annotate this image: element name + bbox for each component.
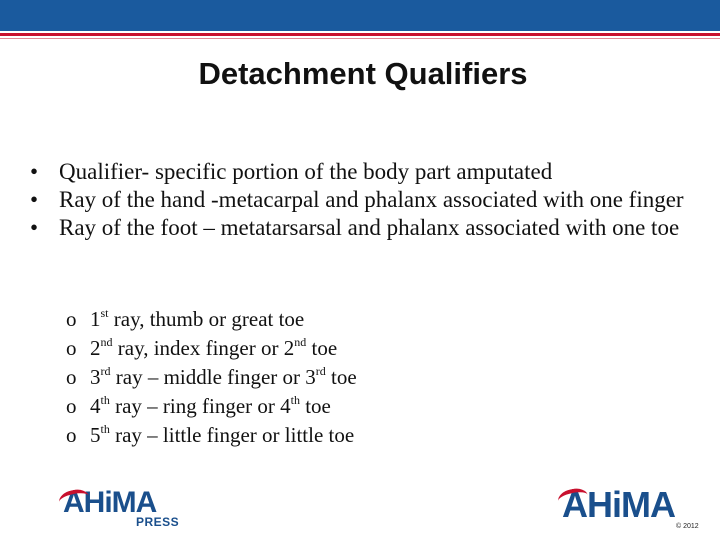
- bullet-text: Qualifier- specific portion of the body part amputated: [59, 159, 553, 184]
- ordinal-suffix: th: [100, 393, 110, 407]
- logo-press-text: PRESS: [136, 515, 180, 529]
- sub-bullet-text: ray – little finger or little toe: [109, 423, 355, 447]
- sub-bullet-text-end: toe: [325, 365, 357, 389]
- bullet-list: [30, 158, 700, 242]
- sub-bullet-item: [66, 421, 357, 450]
- ray-number: 4: [90, 394, 101, 418]
- slide-title: Detachment Qualifiers: [198, 56, 528, 91]
- ordinal-suffix: rd: [100, 364, 111, 378]
- header-accent-line-thin: [0, 38, 720, 39]
- header-accent-line: [0, 33, 720, 36]
- sub-bullet-item: [66, 363, 357, 392]
- bullet-text: Ray of the hand -metacarpal and phalanx associated with one finger: [59, 187, 684, 212]
- sub-bullet-item: [66, 305, 357, 334]
- sub-bullet-text: ray – ring finger or 4: [109, 394, 291, 418]
- sub-bullet-text: ray – middle finger or 3: [110, 365, 316, 389]
- bullet-item: [30, 158, 700, 185]
- ray-number: 1: [90, 307, 101, 331]
- circle-bullet-icon: o: [66, 394, 77, 418]
- ordinal-suffix: th: [100, 422, 110, 436]
- bullet-icon: •: [30, 159, 39, 184]
- bullet-icon: •: [30, 187, 39, 212]
- circle-bullet-icon: o: [66, 336, 77, 360]
- sub-bullet-list: [66, 305, 357, 450]
- ordinal-suffix: nd: [294, 335, 307, 349]
- sub-bullet-item: [66, 392, 357, 421]
- ordinal-suffix: nd: [100, 335, 113, 349]
- ordinal-suffix: rd: [315, 364, 326, 378]
- bullet-text: Ray of the foot – metatarsarsal and phalanx associated with one toe: [59, 215, 680, 240]
- sub-bullet-text: ray, index finger or 2: [112, 336, 295, 360]
- circle-bullet-icon: o: [66, 423, 77, 447]
- header-bar: [0, 0, 720, 31]
- ray-number: 2: [90, 336, 101, 360]
- copyright-text: © 2012: [676, 523, 699, 530]
- ordinal-suffix: st: [100, 306, 109, 320]
- circle-bullet-icon: o: [66, 365, 77, 389]
- bullet-item: [30, 214, 700, 241]
- circle-bullet-icon: o: [66, 307, 77, 331]
- sub-bullet-text-end: toe: [306, 336, 338, 360]
- sub-bullet-text-end: toe: [299, 394, 331, 418]
- sub-bullet-text: ray, thumb or great toe: [108, 307, 305, 331]
- ordinal-suffix: th: [290, 393, 300, 407]
- logo-right-text: AHiMA: [562, 484, 675, 525]
- ray-number: 3: [90, 365, 101, 389]
- ray-number: 5: [90, 423, 101, 447]
- bullet-icon: •: [30, 215, 39, 240]
- logo-left-text: AHiMA: [63, 486, 157, 519]
- ahima-press-logo: [63, 486, 180, 529]
- bullet-item: [30, 186, 700, 213]
- sub-bullet-item: [66, 334, 357, 363]
- ahima-logo: [562, 484, 675, 525]
